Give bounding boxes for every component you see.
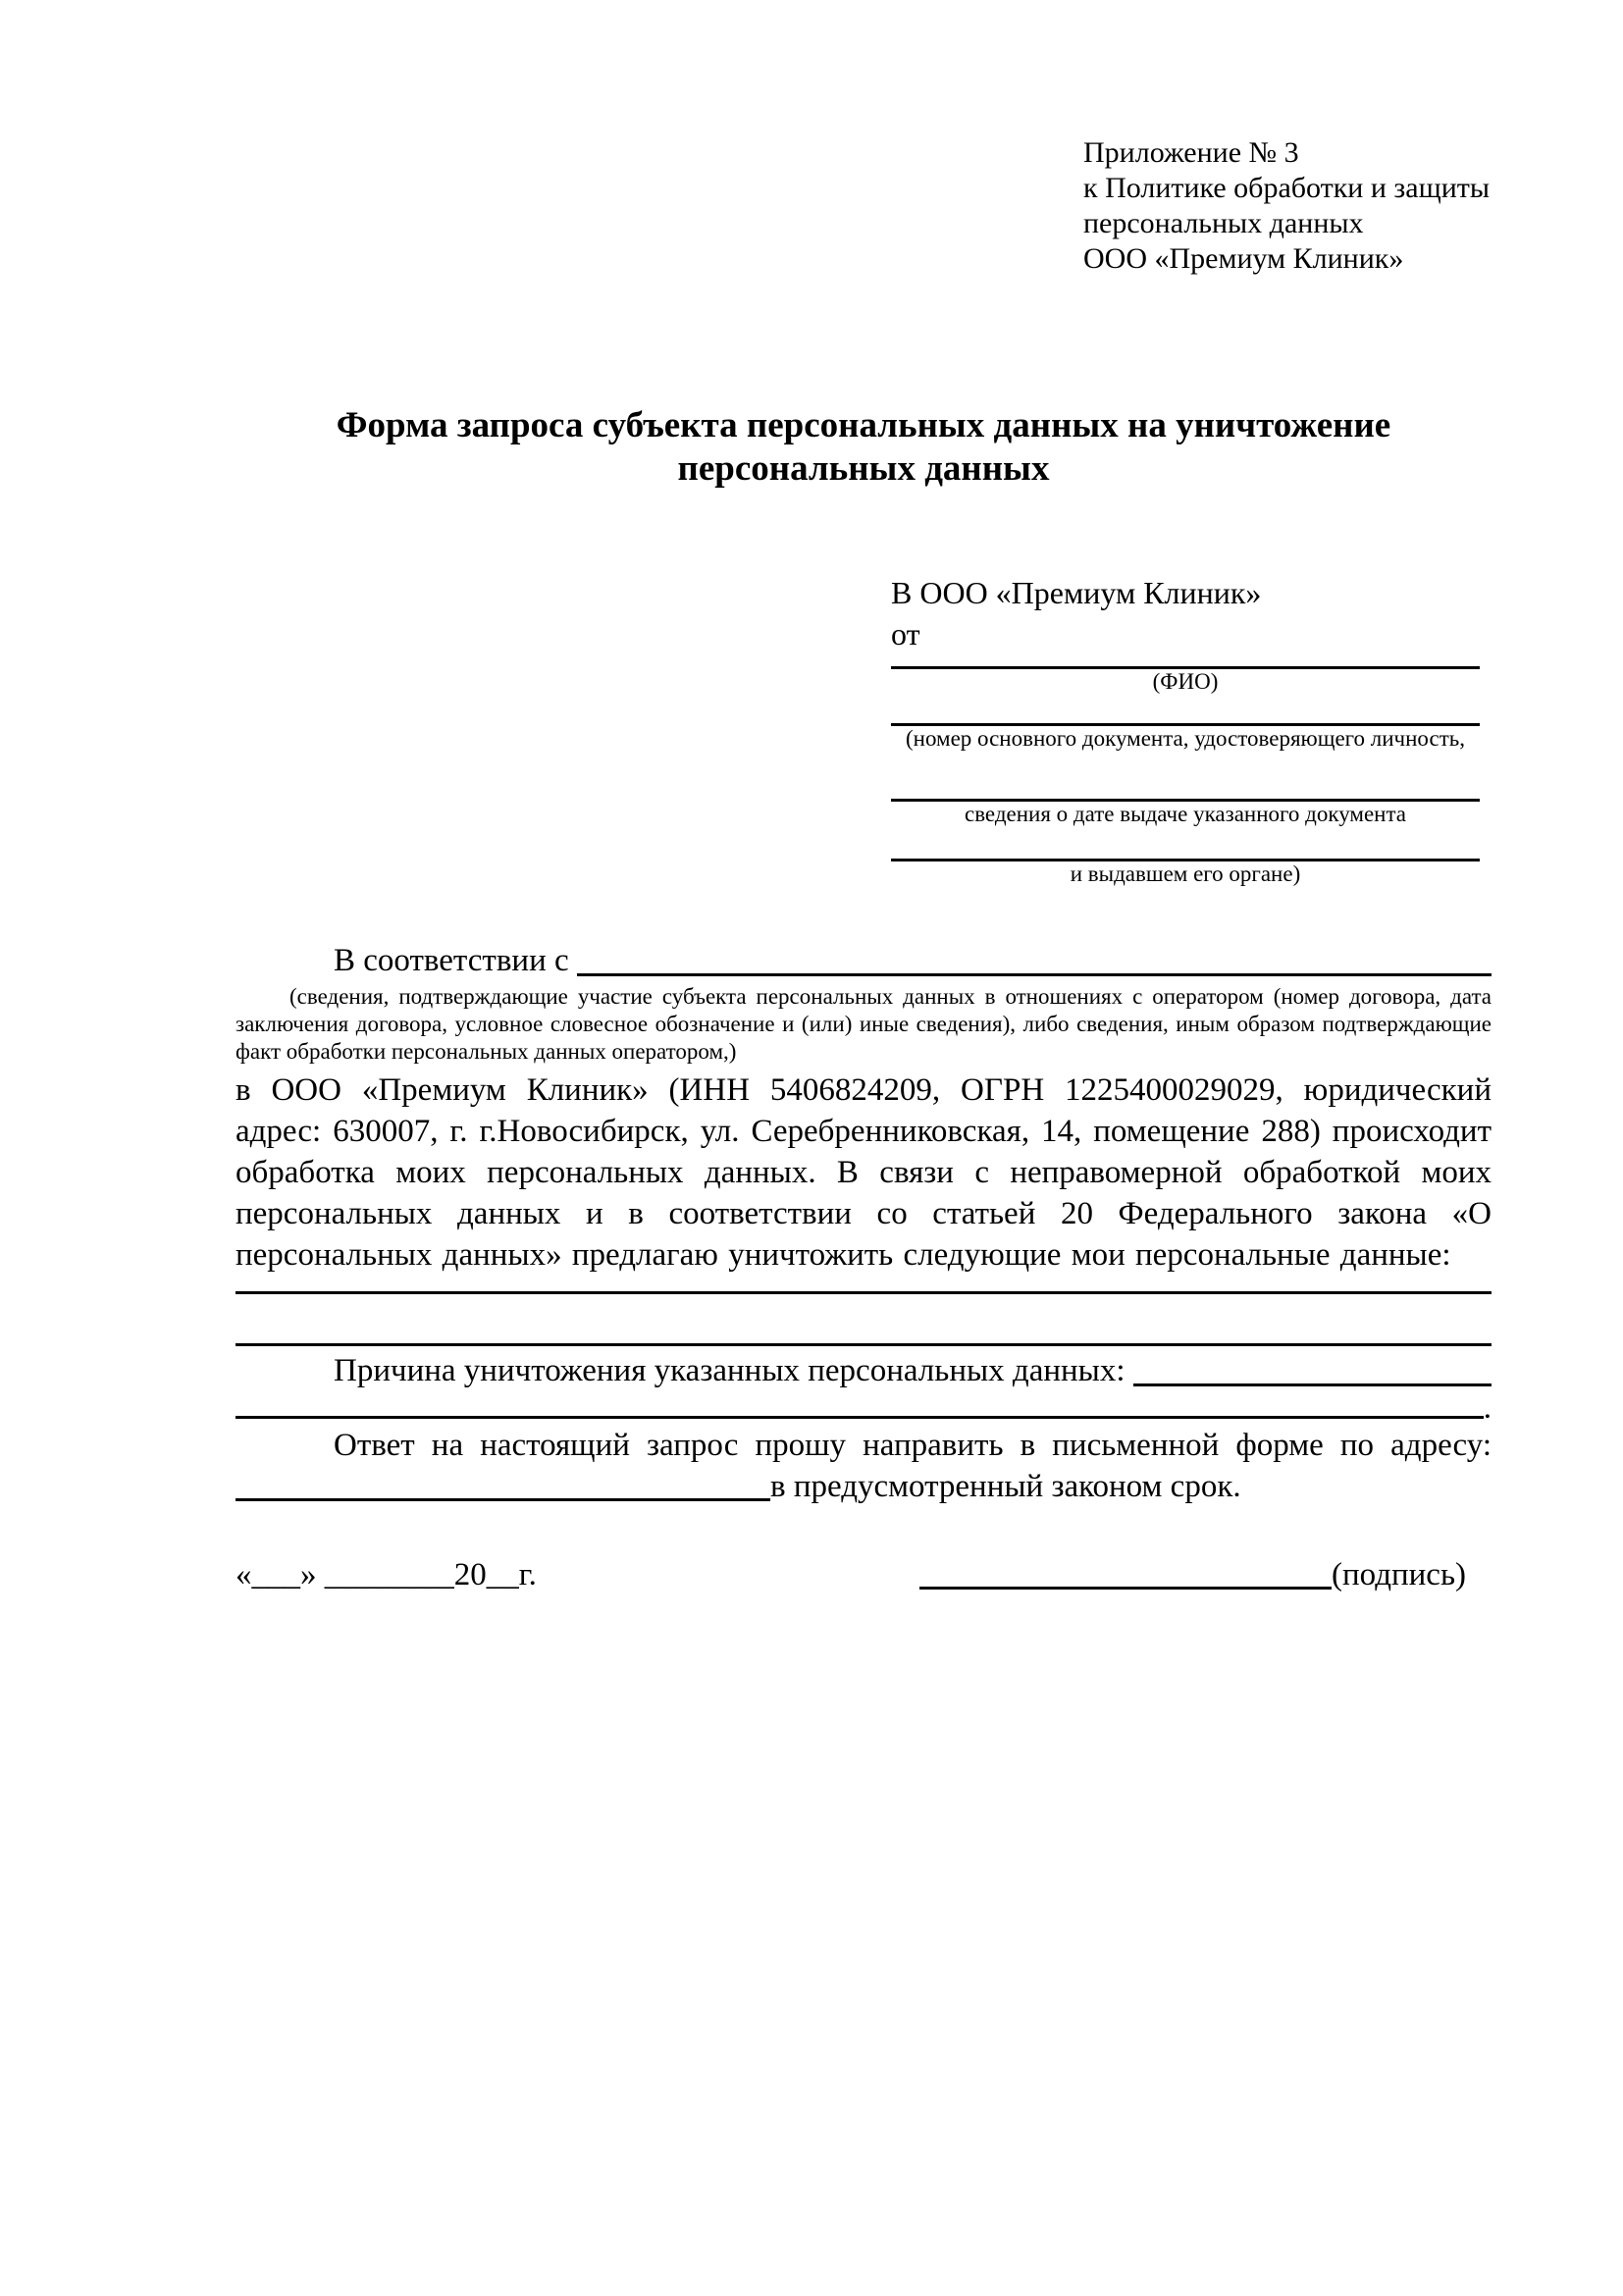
footer-row bbox=[236, 1554, 1492, 1595]
annex-line: к Политике обработки и защиты bbox=[1083, 172, 1491, 204]
issuing-authority-caption: и выдавшем его органе) bbox=[1070, 861, 1301, 886]
reason-row bbox=[236, 1350, 1492, 1391]
signature-write-line bbox=[919, 1587, 1332, 1590]
date-blank: «___» ________20__г. bbox=[236, 1557, 537, 1592]
trailing-period: . bbox=[1483, 1390, 1492, 1426]
accordance-lead: В соответствии с bbox=[334, 943, 569, 978]
reply-tail-text: в предусмотренный законом срок. bbox=[770, 1469, 1241, 1504]
reason-write-line-2 bbox=[236, 1393, 1484, 1419]
reply-address-row bbox=[236, 1466, 1492, 1507]
main-paragraph: в ООО «Премиум Клиник» (ИНН 5406824209, ОГРН 1225400029029, юридический адрес: 630007, г. г.Новосибирск, ул. Серебренниковская, 14, помещение 288) происходит обработка моих персональных данных. В связи с неправомерной обработкой моих персональных данных и в соответствии со статьей 20 Федерального закона «О персональных данных» предлагаю уничтожить следующие мои персональные данные: bbox=[236, 1072, 1492, 1273]
fio-caption: (ФИО) bbox=[1152, 669, 1219, 694]
reply-request-line: Ответ на настоящий запрос прошу направить в письменной форме по адресу: bbox=[334, 1428, 1492, 1463]
document-body bbox=[236, 940, 1492, 1595]
signature-caption: (подпись) bbox=[1332, 1557, 1466, 1592]
personal-data-write-line bbox=[236, 1294, 1492, 1346]
annex-line: персональных данных bbox=[1083, 207, 1364, 239]
document-number-write-line bbox=[891, 695, 1480, 726]
address-write-line bbox=[236, 1466, 770, 1501]
page-title: Форма запроса субъекта персональных данных на уничтожение персональных данных bbox=[336, 405, 1391, 489]
addressee-block bbox=[891, 572, 1480, 887]
signature-group bbox=[919, 1554, 1466, 1595]
document-number-caption: (номер основного документа, удостоверяющего личность, bbox=[905, 726, 1465, 751]
personal-data-write-line bbox=[236, 1276, 1492, 1294]
reason-write-line bbox=[1133, 1350, 1492, 1386]
issue-date-write-line bbox=[891, 752, 1480, 802]
annex-block bbox=[1083, 135, 1492, 277]
accordance-write-line bbox=[577, 940, 1492, 976]
issue-date-caption: сведения о дате выдаче указанного документа bbox=[964, 802, 1407, 826]
reason-continuation-row bbox=[236, 1390, 1492, 1426]
addressee-from: от bbox=[891, 616, 920, 652]
accordance-footnote: (сведения, подтверждающие участие субъекта персональных данных в отношениях с оператором (номер договора, дата заключения договора, условное словесное обозначение и (или) иные сведения), либо сведения, иным образом подтверждающие факт обработки персональных данных оператором,) bbox=[236, 984, 1492, 1064]
annex-line: ООО «Премиум Клиник» bbox=[1083, 242, 1404, 275]
issuing-authority-write-line bbox=[891, 827, 1480, 861]
accordance-row bbox=[236, 940, 1492, 981]
annex-line: Приложение № 3 bbox=[1083, 136, 1299, 169]
addressee-to: В ООО «Премиум Клиник» bbox=[891, 575, 1262, 610]
fio-write-line bbox=[891, 654, 1480, 669]
reason-label: Причина уничтожения указанных персональных данных: bbox=[334, 1353, 1126, 1388]
